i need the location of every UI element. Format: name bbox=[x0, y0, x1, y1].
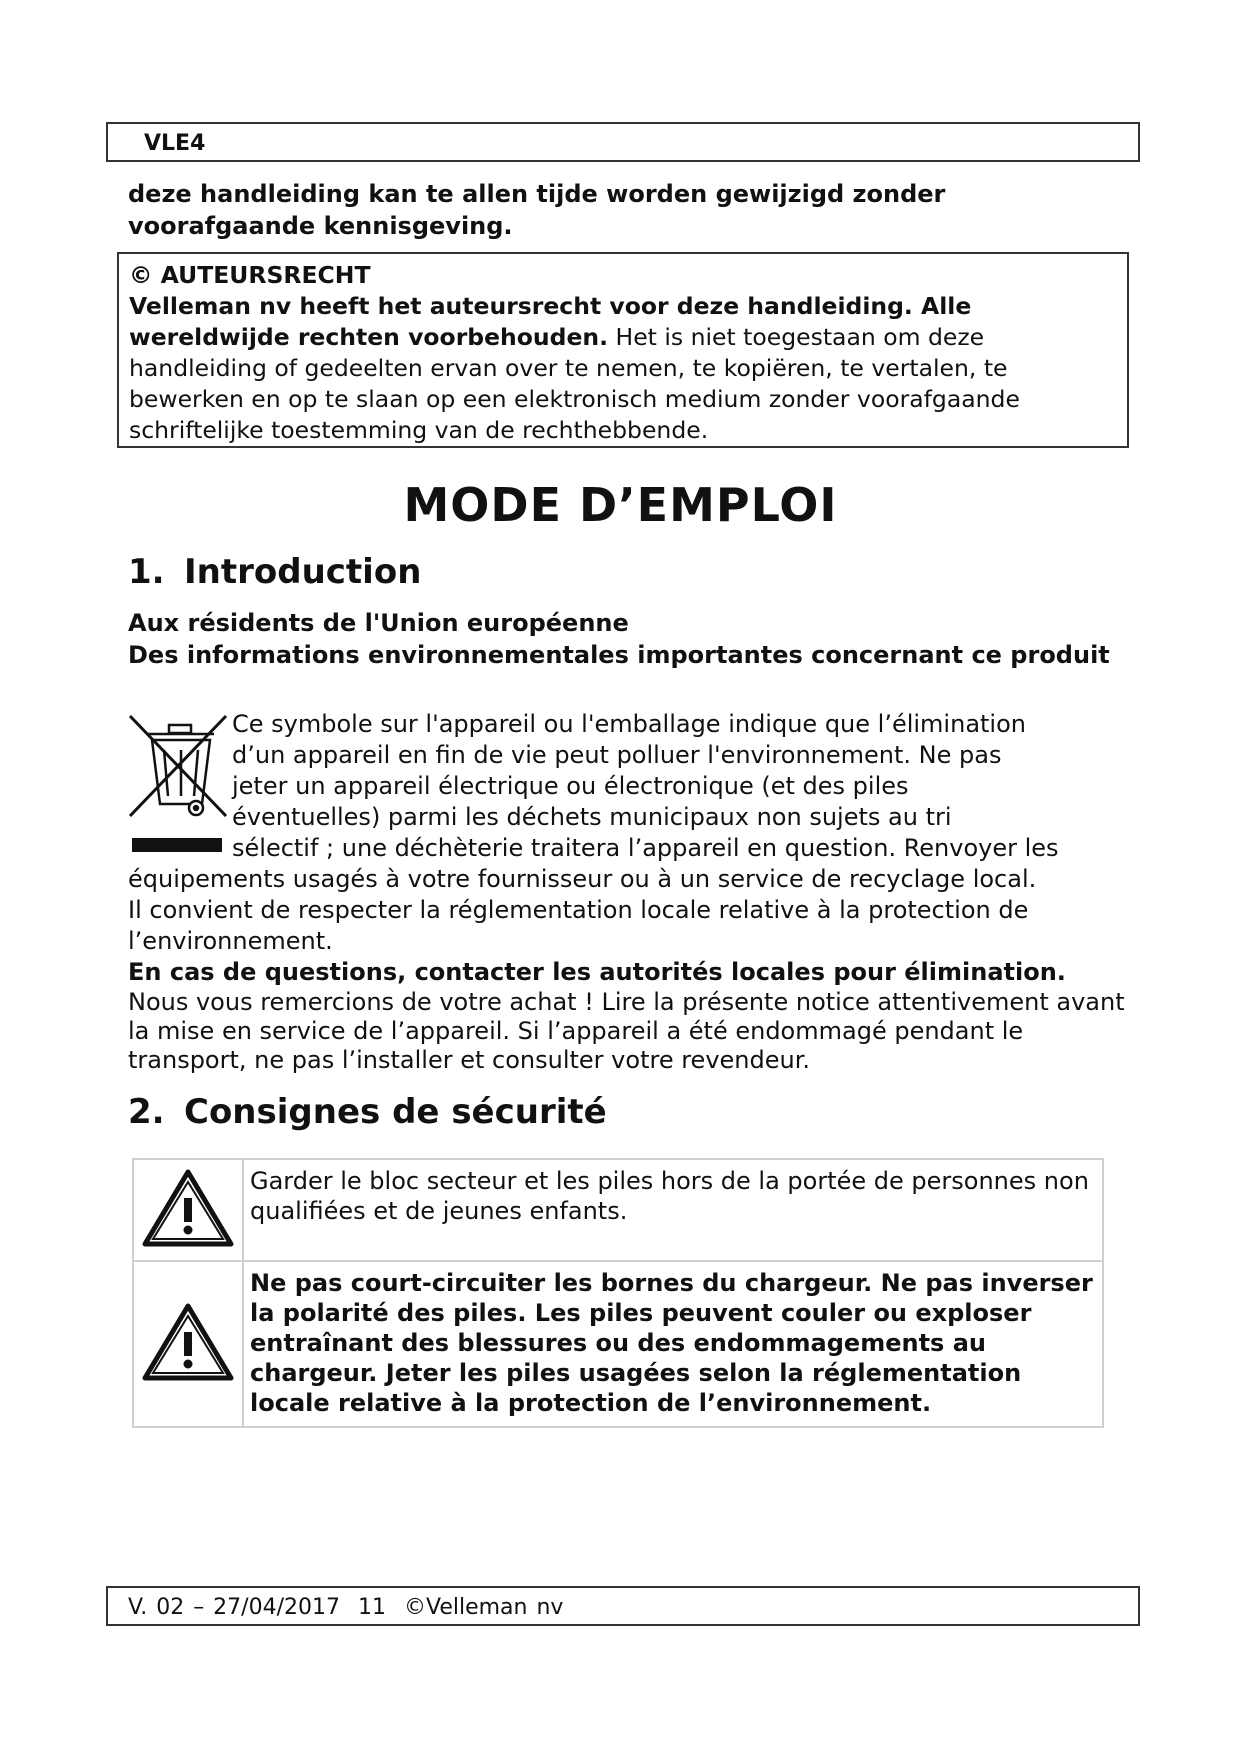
weee-underline-bar bbox=[132, 838, 222, 852]
footer-copyright: ©Velleman nv bbox=[403, 1595, 564, 1620]
section-2-heading bbox=[128, 1092, 607, 1132]
warning-cell bbox=[133, 1261, 243, 1427]
change-notice: deze handleiding kan te allen tijde worden gewijzigd zonder voorafgaande kennisgeving. bbox=[128, 180, 946, 240]
weee-line: éventuelles) parmi les déchets municipaux non sujets au tri bbox=[232, 803, 952, 831]
safety-text-cell: Garder le bloc secteur et les piles hors de la portée de personnes non qualifiées et de jeunes enfants. bbox=[243, 1159, 1103, 1261]
eu-residents-heading: Aux résidents de l'Union européenne bbox=[128, 609, 629, 637]
header-model-box bbox=[106, 122, 1140, 162]
copyright-title: © AUTEURSRECHT bbox=[129, 261, 371, 289]
safety-table bbox=[132, 1158, 1104, 1428]
table-row bbox=[133, 1159, 1103, 1261]
weee-line: sélectif ; une déchèterie traitera l’appareil en question. Renvoyer les bbox=[232, 834, 1059, 862]
footer-version: V. 02 – 27/04/2017 bbox=[128, 1595, 340, 1620]
weee-line: jeter un appareil électrique ou électronique (et des piles bbox=[232, 772, 909, 800]
environment-info-heading: Des informations environnementales importantes concernant ce produit bbox=[128, 641, 1110, 669]
warning-triangle-icon bbox=[142, 1302, 234, 1382]
weee-line: Ce symbole sur l'appareil ou l'emballage indique que l’élimination bbox=[232, 710, 1026, 738]
section-2-title: Consignes de sécurité bbox=[184, 1092, 607, 1132]
section-2-number: 2. bbox=[128, 1092, 165, 1132]
section-1-title: Introduction bbox=[184, 552, 422, 592]
thanks-paragraph: Nous vous remercions de votre achat ! Lire la présente notice attentivement avant la mise en service de l’appareil. Si l’appareil a été endommagé pendant le transport, ne pas l’installer et consulter votre revendeur. bbox=[128, 988, 1125, 1074]
copyright-box bbox=[117, 252, 1129, 448]
document-title: MODE D’EMPLOI bbox=[403, 478, 838, 532]
section-1-heading bbox=[128, 552, 421, 592]
weee-continued-text bbox=[128, 864, 1138, 957]
weee-wrapped-text bbox=[232, 709, 1132, 864]
warning-cell bbox=[133, 1159, 243, 1261]
footer-box bbox=[106, 1586, 1140, 1626]
model-label: VLE4 bbox=[144, 131, 206, 156]
weee-line: Il convient de respecter la réglementation locale relative à la protection de bbox=[128, 896, 1029, 924]
warning-triangle-icon bbox=[142, 1168, 234, 1248]
weee-line: l’environnement. bbox=[128, 927, 333, 955]
contact-authorities-text: En cas de questions, contacter les autorités locales pour élimination. bbox=[128, 958, 1066, 986]
safety-text-cell: Ne pas court-circuiter les bornes du chargeur. Ne pas inverser la polarité des piles. Les piles peuvent couler ou exploser entraînant des blessures ou des endommagements au chargeur. Jeter les piles usagées selon la réglementation locale relative à la protection de l’environnement. bbox=[243, 1261, 1103, 1427]
section-1-number: 1. bbox=[128, 552, 165, 592]
weee-line: équipements usagés à votre fournisseur ou à un service de recyclage local. bbox=[128, 865, 1037, 893]
copyright-bold-text: Velleman nv heeft het auteursrecht voor deze handleiding. Alle wereldwijde rechten voorbehouden. bbox=[129, 292, 972, 351]
crossed-out-wheelie-bin-icon bbox=[126, 712, 232, 822]
table-row bbox=[133, 1261, 1103, 1427]
weee-line: d’un appareil en fin de vie peut polluer l'environnement. Ne pas bbox=[232, 741, 1002, 769]
footer-page-number: 11 bbox=[357, 1595, 386, 1620]
copyright-text: Het is niet toegestaan om deze handleiding of gedeelten ervan over te nemen, te kopiëren, te vertalen, te bewerken en op te slaan op een elektronisch medium zonder voorafgaande schriftelijke toestemming van de rechthebbende. bbox=[129, 323, 1020, 444]
